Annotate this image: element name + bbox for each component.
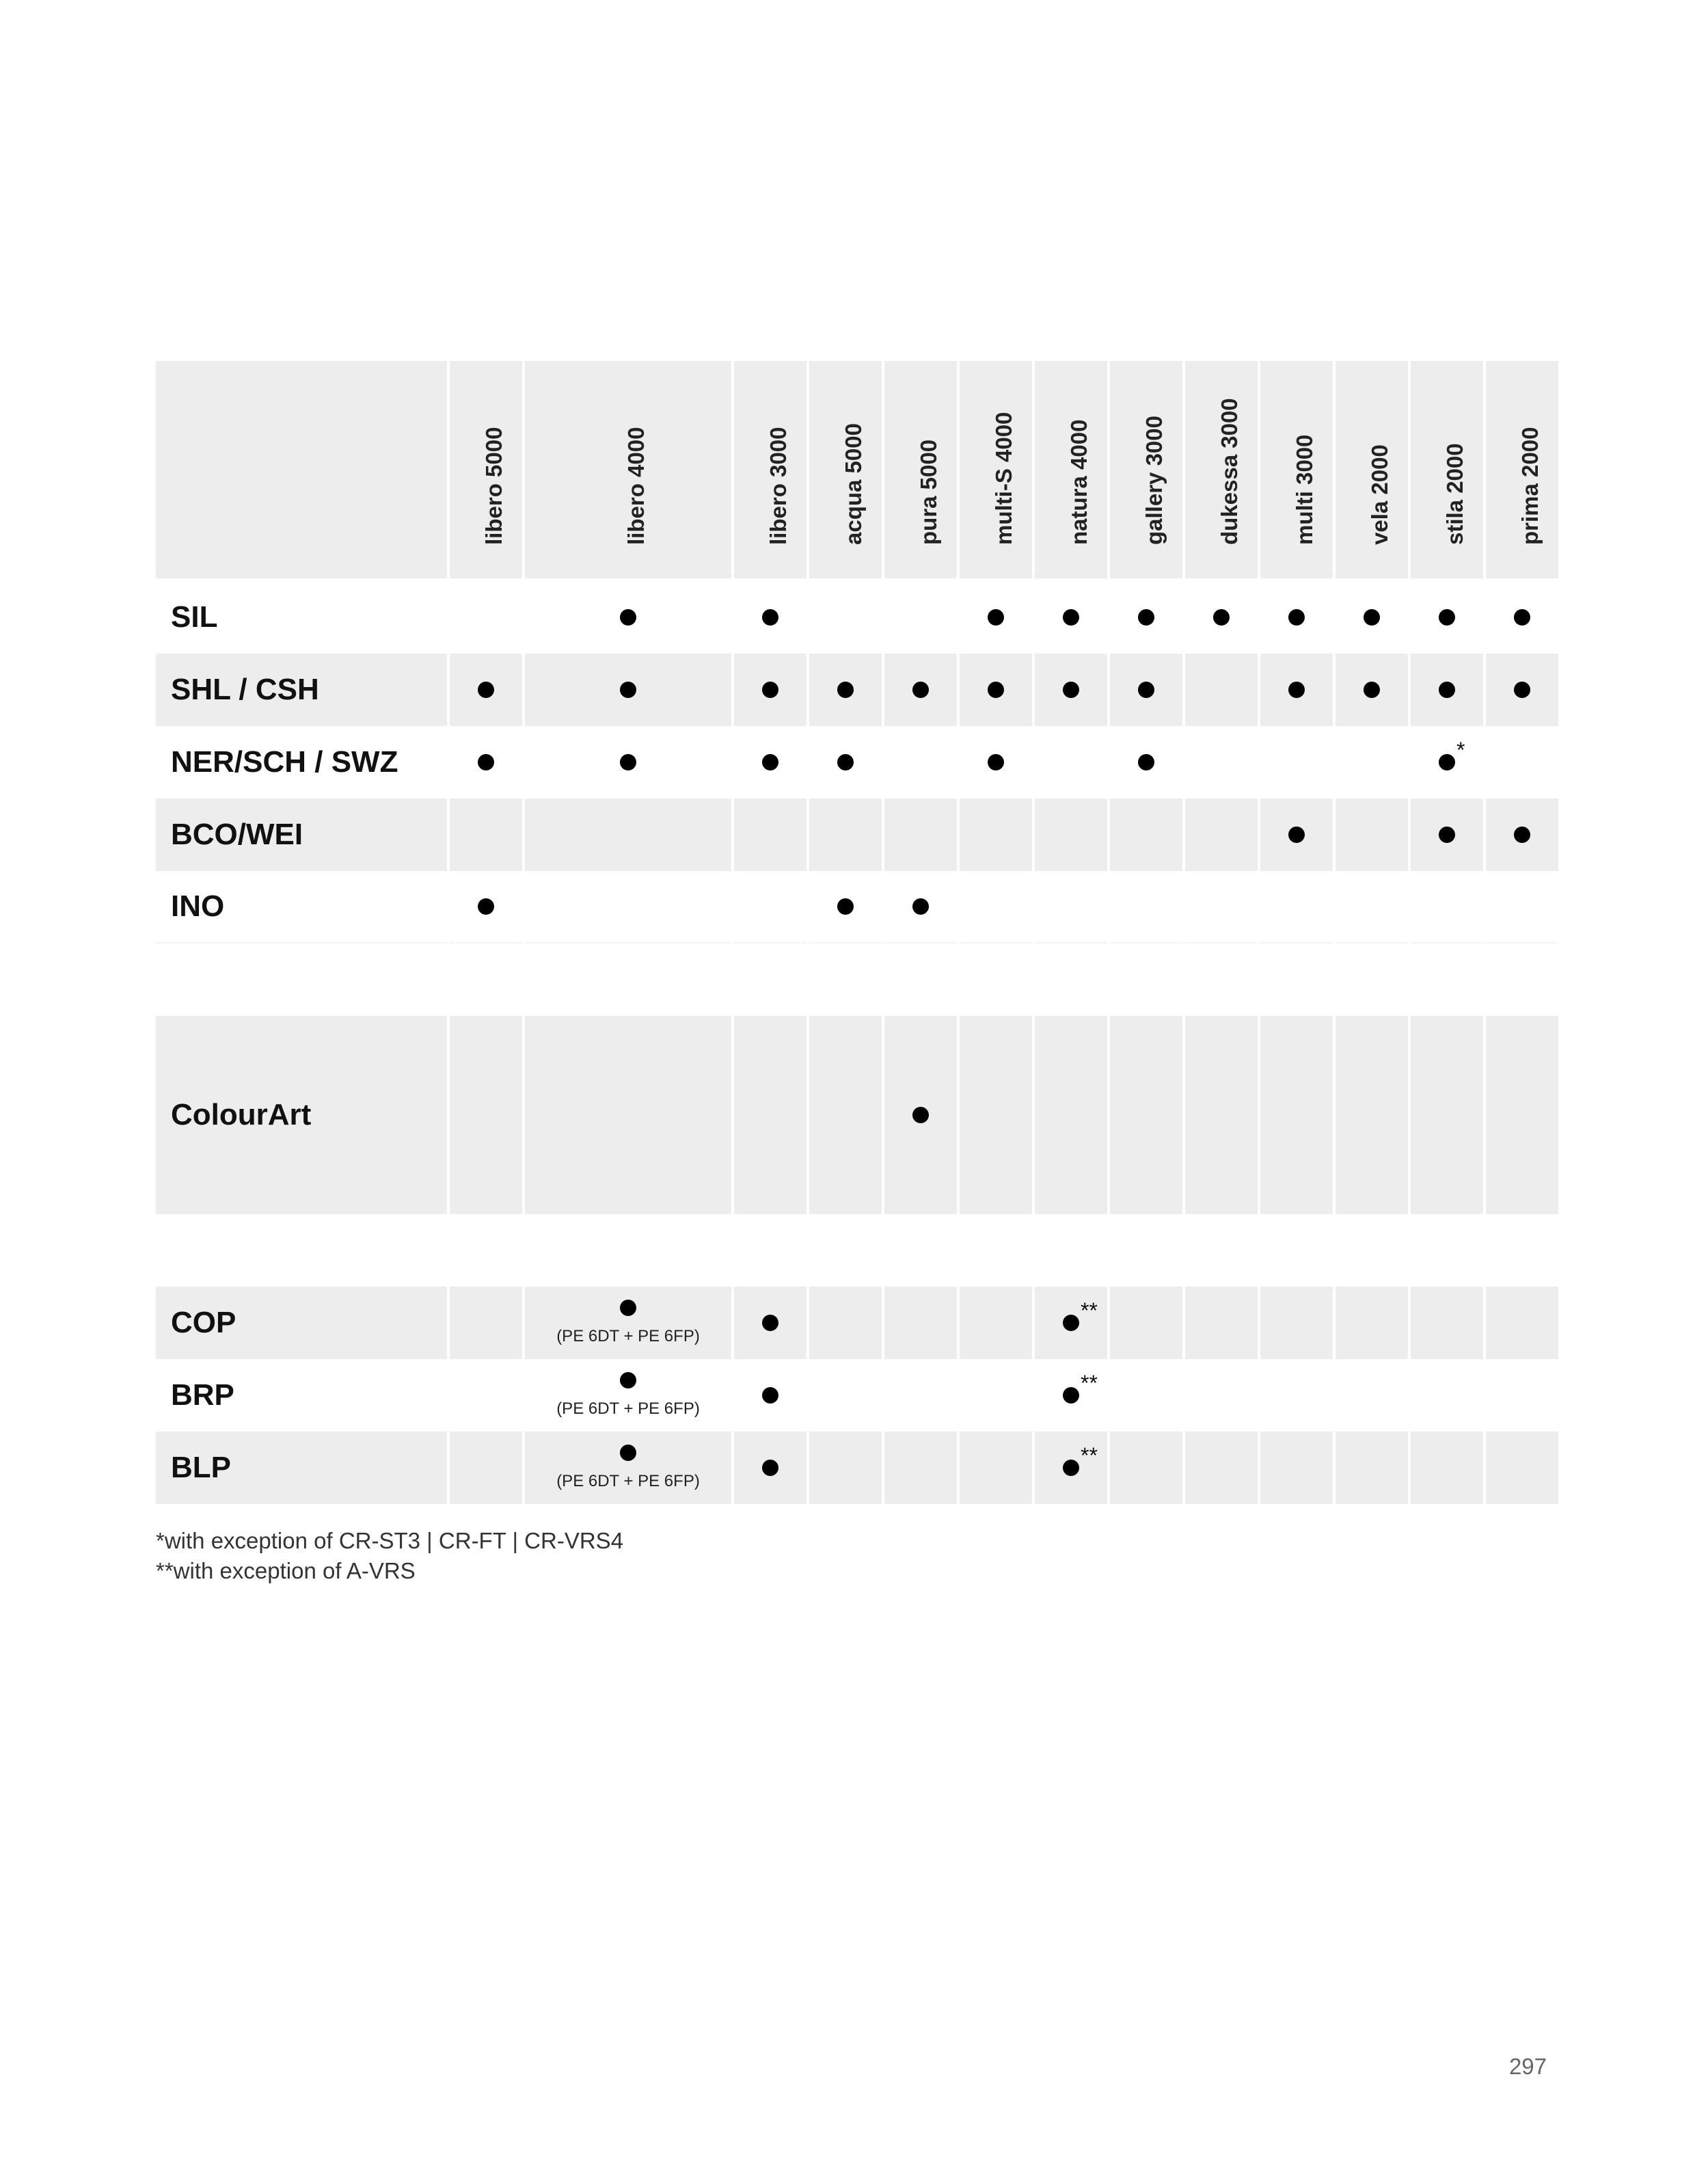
table-cell bbox=[884, 654, 957, 726]
column-header-label: dukessa 3000 bbox=[1217, 398, 1242, 545]
table-cell bbox=[1486, 799, 1558, 871]
table-row bbox=[156, 871, 1558, 943]
availability-dot-icon bbox=[762, 1460, 778, 1476]
footnote-mark: ** bbox=[1081, 1298, 1098, 1323]
table-cell bbox=[1185, 1287, 1258, 1359]
table-cell bbox=[1035, 581, 1107, 654]
table-cell bbox=[734, 871, 806, 943]
table-cell bbox=[1336, 1287, 1408, 1359]
column-header bbox=[525, 361, 731, 581]
availability-dot-icon bbox=[1213, 609, 1230, 626]
footnotes bbox=[156, 1526, 623, 1586]
table-cell bbox=[1185, 1016, 1258, 1214]
table-cell bbox=[525, 726, 731, 799]
table-cell bbox=[1110, 871, 1182, 943]
table-cell bbox=[809, 581, 882, 654]
table-row bbox=[156, 799, 1558, 871]
table-cell bbox=[960, 1016, 1032, 1214]
column-header bbox=[450, 361, 522, 581]
column-header-label: natura 4000 bbox=[1066, 419, 1092, 545]
availability-dot-icon bbox=[478, 898, 494, 915]
table-cell bbox=[960, 871, 1032, 943]
table-cell bbox=[1185, 726, 1258, 799]
row-label: INO bbox=[156, 871, 447, 943]
dot-with-footnote-mark bbox=[1063, 1443, 1098, 1476]
column-header bbox=[1260, 361, 1333, 581]
group-spacer bbox=[156, 1214, 1558, 1287]
table-cell bbox=[1336, 1016, 1408, 1214]
table-cell bbox=[1486, 1359, 1558, 1432]
table-cell bbox=[884, 799, 957, 871]
table-cell bbox=[1185, 1359, 1258, 1432]
availability-dot-icon bbox=[762, 754, 778, 770]
table-cell bbox=[1411, 871, 1483, 943]
availability-dot-icon bbox=[1063, 682, 1079, 698]
footnote-double-asterisk: **with exception of A-VRS bbox=[156, 1558, 416, 1583]
group-spacer bbox=[156, 943, 1558, 1016]
availability-dot-icon bbox=[620, 1300, 636, 1316]
table-cell bbox=[1336, 1432, 1408, 1504]
table-cell bbox=[1486, 654, 1558, 726]
table-cell bbox=[1185, 581, 1258, 654]
table-cell bbox=[450, 1359, 522, 1432]
table-cell bbox=[1336, 871, 1408, 943]
availability-dot-icon bbox=[1063, 1460, 1079, 1476]
table-cell bbox=[1185, 654, 1258, 726]
column-header bbox=[734, 361, 806, 581]
availability-dot-icon bbox=[1288, 827, 1305, 843]
table-cell bbox=[1260, 871, 1333, 943]
table-row bbox=[156, 1432, 1558, 1504]
table-cell bbox=[734, 1287, 806, 1359]
column-header-label: libero 3000 bbox=[765, 427, 791, 545]
availability-dot-icon bbox=[837, 754, 854, 770]
column-header bbox=[1185, 361, 1258, 581]
table-cell bbox=[1110, 799, 1182, 871]
availability-dot-icon bbox=[988, 754, 1004, 770]
availability-dot-icon bbox=[762, 609, 778, 626]
table-cell bbox=[525, 799, 731, 871]
dot-with-note bbox=[525, 1445, 731, 1491]
table-cell bbox=[1110, 654, 1182, 726]
footnote-single-asterisk: *with exception of CR-ST3 | CR-FT | CR-VRS4 bbox=[156, 1528, 624, 1553]
availability-dot-icon bbox=[1288, 609, 1305, 626]
availability-dot-icon bbox=[620, 1372, 636, 1388]
table-cell bbox=[525, 1432, 731, 1504]
column-header bbox=[884, 361, 957, 581]
table-row bbox=[156, 1359, 1558, 1432]
availability-dot-icon bbox=[988, 682, 1004, 698]
availability-dot-icon bbox=[1063, 609, 1079, 626]
footnote-mark: ** bbox=[1081, 1443, 1098, 1468]
dot-with-footnote-mark bbox=[1439, 738, 1465, 770]
dot-with-footnote-mark bbox=[1063, 1298, 1098, 1331]
availability-dot-icon bbox=[762, 682, 778, 698]
table-row bbox=[156, 654, 1558, 726]
row-label: COP bbox=[156, 1287, 447, 1359]
table-cell bbox=[1260, 1016, 1333, 1214]
table-cell bbox=[960, 1359, 1032, 1432]
dot-with-note bbox=[525, 1300, 731, 1346]
table-cell bbox=[1035, 726, 1107, 799]
table-cell bbox=[1260, 654, 1333, 726]
availability-dot-icon bbox=[762, 1387, 778, 1404]
table-cell bbox=[1411, 1432, 1483, 1504]
table-cell bbox=[734, 726, 806, 799]
table-cell bbox=[525, 871, 731, 943]
column-header bbox=[1110, 361, 1182, 581]
table-cell bbox=[525, 654, 731, 726]
row-label: ColourArt bbox=[156, 1016, 447, 1214]
table-cell bbox=[450, 799, 522, 871]
dot-with-footnote-mark bbox=[1063, 1371, 1098, 1404]
availability-dot-icon bbox=[837, 898, 854, 915]
table-row bbox=[156, 726, 1558, 799]
compatibility-table bbox=[153, 361, 1561, 1504]
table-cell bbox=[884, 1016, 957, 1214]
availability-dot-icon bbox=[1514, 682, 1530, 698]
table-cell bbox=[450, 726, 522, 799]
table-cell bbox=[1035, 799, 1107, 871]
table-cell bbox=[734, 1359, 806, 1432]
column-header-label: prima 2000 bbox=[1517, 427, 1543, 545]
availability-dot-icon bbox=[478, 682, 494, 698]
column-header bbox=[809, 361, 882, 581]
table-cell bbox=[450, 1287, 522, 1359]
table-cell bbox=[960, 1432, 1032, 1504]
availability-dot-icon bbox=[837, 682, 854, 698]
table-cell bbox=[1411, 581, 1483, 654]
column-header bbox=[1336, 361, 1408, 581]
availability-dot-icon bbox=[620, 1445, 636, 1461]
table-cell bbox=[1110, 1432, 1182, 1504]
table-cell bbox=[450, 581, 522, 654]
table-cell bbox=[809, 1016, 882, 1214]
table-cell bbox=[1035, 1359, 1107, 1432]
row-label: BRP bbox=[156, 1359, 447, 1432]
table-cell bbox=[1411, 1016, 1483, 1214]
table-cell bbox=[809, 654, 882, 726]
table-cell bbox=[1260, 1432, 1333, 1504]
column-header-label: vela 2000 bbox=[1367, 444, 1392, 545]
table-cell bbox=[1260, 726, 1333, 799]
column-header bbox=[960, 361, 1032, 581]
table-cell bbox=[450, 1016, 522, 1214]
availability-dot-icon bbox=[1138, 609, 1154, 626]
table-cell bbox=[1110, 1359, 1182, 1432]
table-cell bbox=[1411, 726, 1483, 799]
table-cell bbox=[1411, 1287, 1483, 1359]
table-cell bbox=[960, 799, 1032, 871]
column-header-label: multi 3000 bbox=[1292, 434, 1317, 545]
footnote-mark: ** bbox=[1081, 1371, 1098, 1395]
table-cell bbox=[1110, 1287, 1182, 1359]
availability-dot-icon bbox=[1514, 609, 1530, 626]
header-corner-cell bbox=[156, 361, 447, 581]
table-cell bbox=[734, 799, 806, 871]
availability-dot-icon bbox=[1439, 682, 1455, 698]
column-header-label: multi-S 4000 bbox=[991, 412, 1016, 545]
table-cell bbox=[1486, 1287, 1558, 1359]
column-header-label: stila 2000 bbox=[1442, 443, 1467, 545]
table-cell bbox=[1486, 1432, 1558, 1504]
table-cell bbox=[884, 581, 957, 654]
table-cell bbox=[809, 726, 882, 799]
table-cell bbox=[1185, 799, 1258, 871]
table-cell bbox=[884, 1287, 957, 1359]
table-cell bbox=[450, 871, 522, 943]
table-body bbox=[156, 581, 1558, 1504]
table-cell bbox=[734, 1016, 806, 1214]
table-cell bbox=[1260, 1359, 1333, 1432]
column-header-label: gallery 3000 bbox=[1141, 416, 1167, 545]
table-cell bbox=[1260, 581, 1333, 654]
table-cell bbox=[884, 871, 957, 943]
availability-dot-icon bbox=[1439, 754, 1455, 770]
availability-dot-icon bbox=[1514, 827, 1530, 843]
table-cell bbox=[884, 726, 957, 799]
availability-dot-icon bbox=[912, 1107, 929, 1123]
table-cell bbox=[1486, 581, 1558, 654]
table-row bbox=[156, 1016, 1558, 1214]
table-cell bbox=[1336, 581, 1408, 654]
table-cell bbox=[809, 871, 882, 943]
row-label: NER/SCH / SWZ bbox=[156, 726, 447, 799]
column-header-label: pura 5000 bbox=[916, 439, 941, 545]
availability-dot-icon bbox=[988, 609, 1004, 626]
dot-with-note bbox=[525, 1372, 731, 1419]
availability-dot-icon bbox=[620, 754, 636, 770]
column-header-label: libero 4000 bbox=[623, 427, 649, 545]
cell-note: (PE 6DT + PE 6FP) bbox=[556, 1399, 700, 1418]
table-header bbox=[156, 361, 1558, 581]
table-cell bbox=[525, 581, 731, 654]
table-cell bbox=[1411, 654, 1483, 726]
table-cell bbox=[1110, 726, 1182, 799]
availability-dot-icon bbox=[1063, 1387, 1079, 1404]
table-cell bbox=[884, 1359, 957, 1432]
availability-dot-icon bbox=[912, 898, 929, 915]
table-cell bbox=[1185, 871, 1258, 943]
row-label: BCO/WEI bbox=[156, 799, 447, 871]
table-cell bbox=[734, 1432, 806, 1504]
table-cell bbox=[884, 1432, 957, 1504]
column-header bbox=[1035, 361, 1107, 581]
availability-dot-icon bbox=[1364, 682, 1380, 698]
column-header bbox=[1486, 361, 1558, 581]
column-header-label: acqua 5000 bbox=[841, 423, 866, 545]
table-cell bbox=[1035, 1432, 1107, 1504]
table-cell bbox=[1035, 1016, 1107, 1214]
table-cell bbox=[1336, 799, 1408, 871]
table-cell bbox=[734, 581, 806, 654]
table-cell bbox=[1336, 1359, 1408, 1432]
column-header bbox=[1411, 361, 1483, 581]
table-cell bbox=[525, 1287, 731, 1359]
table-cell bbox=[1035, 654, 1107, 726]
page-number: 297 bbox=[1508, 2054, 1547, 2079]
table-cell bbox=[450, 654, 522, 726]
availability-dot-icon bbox=[1364, 609, 1380, 626]
availability-dot-icon bbox=[912, 682, 929, 698]
table-cell bbox=[734, 654, 806, 726]
table-cell bbox=[1110, 581, 1182, 654]
table-cell bbox=[1486, 726, 1558, 799]
column-header-label: libero 5000 bbox=[481, 427, 506, 545]
table-cell bbox=[525, 1359, 731, 1432]
table-cell bbox=[1411, 799, 1483, 871]
table-cell bbox=[809, 1432, 882, 1504]
availability-dot-icon bbox=[1063, 1315, 1079, 1331]
availability-dot-icon bbox=[478, 754, 494, 770]
table-cell bbox=[525, 1016, 731, 1214]
availability-dot-icon bbox=[1138, 682, 1154, 698]
table-cell bbox=[1185, 1432, 1258, 1504]
availability-dot-icon bbox=[1439, 609, 1455, 626]
cell-note: (PE 6DT + PE 6FP) bbox=[556, 1472, 700, 1490]
table-cell bbox=[1035, 871, 1107, 943]
table-cell bbox=[1260, 1287, 1333, 1359]
table-cell bbox=[1411, 1359, 1483, 1432]
table-cell bbox=[1336, 654, 1408, 726]
table-cell bbox=[960, 654, 1032, 726]
row-label: SHL / CSH bbox=[156, 654, 447, 726]
availability-dot-icon bbox=[762, 1315, 778, 1331]
table-cell bbox=[1336, 726, 1408, 799]
availability-dot-icon bbox=[1138, 754, 1154, 770]
table-cell bbox=[1486, 871, 1558, 943]
table-cell bbox=[1486, 1016, 1558, 1214]
table-cell bbox=[960, 1287, 1032, 1359]
table-cell bbox=[809, 1287, 882, 1359]
row-label: SIL bbox=[156, 581, 447, 654]
table-cell bbox=[960, 726, 1032, 799]
table-cell bbox=[809, 799, 882, 871]
table-row bbox=[156, 1287, 1558, 1359]
table-cell bbox=[1110, 1016, 1182, 1214]
availability-dot-icon bbox=[620, 609, 636, 626]
availability-dot-icon bbox=[1439, 827, 1455, 843]
cell-note: (PE 6DT + PE 6FP) bbox=[556, 1327, 700, 1345]
table-cell bbox=[450, 1432, 522, 1504]
table-cell bbox=[960, 581, 1032, 654]
footnote-mark: * bbox=[1456, 738, 1465, 762]
table-cell bbox=[809, 1359, 882, 1432]
row-label: BLP bbox=[156, 1432, 447, 1504]
availability-dot-icon bbox=[1288, 682, 1305, 698]
table-cell bbox=[1035, 1287, 1107, 1359]
table-row bbox=[156, 581, 1558, 654]
availability-dot-icon bbox=[620, 682, 636, 698]
table-cell bbox=[1260, 799, 1333, 871]
